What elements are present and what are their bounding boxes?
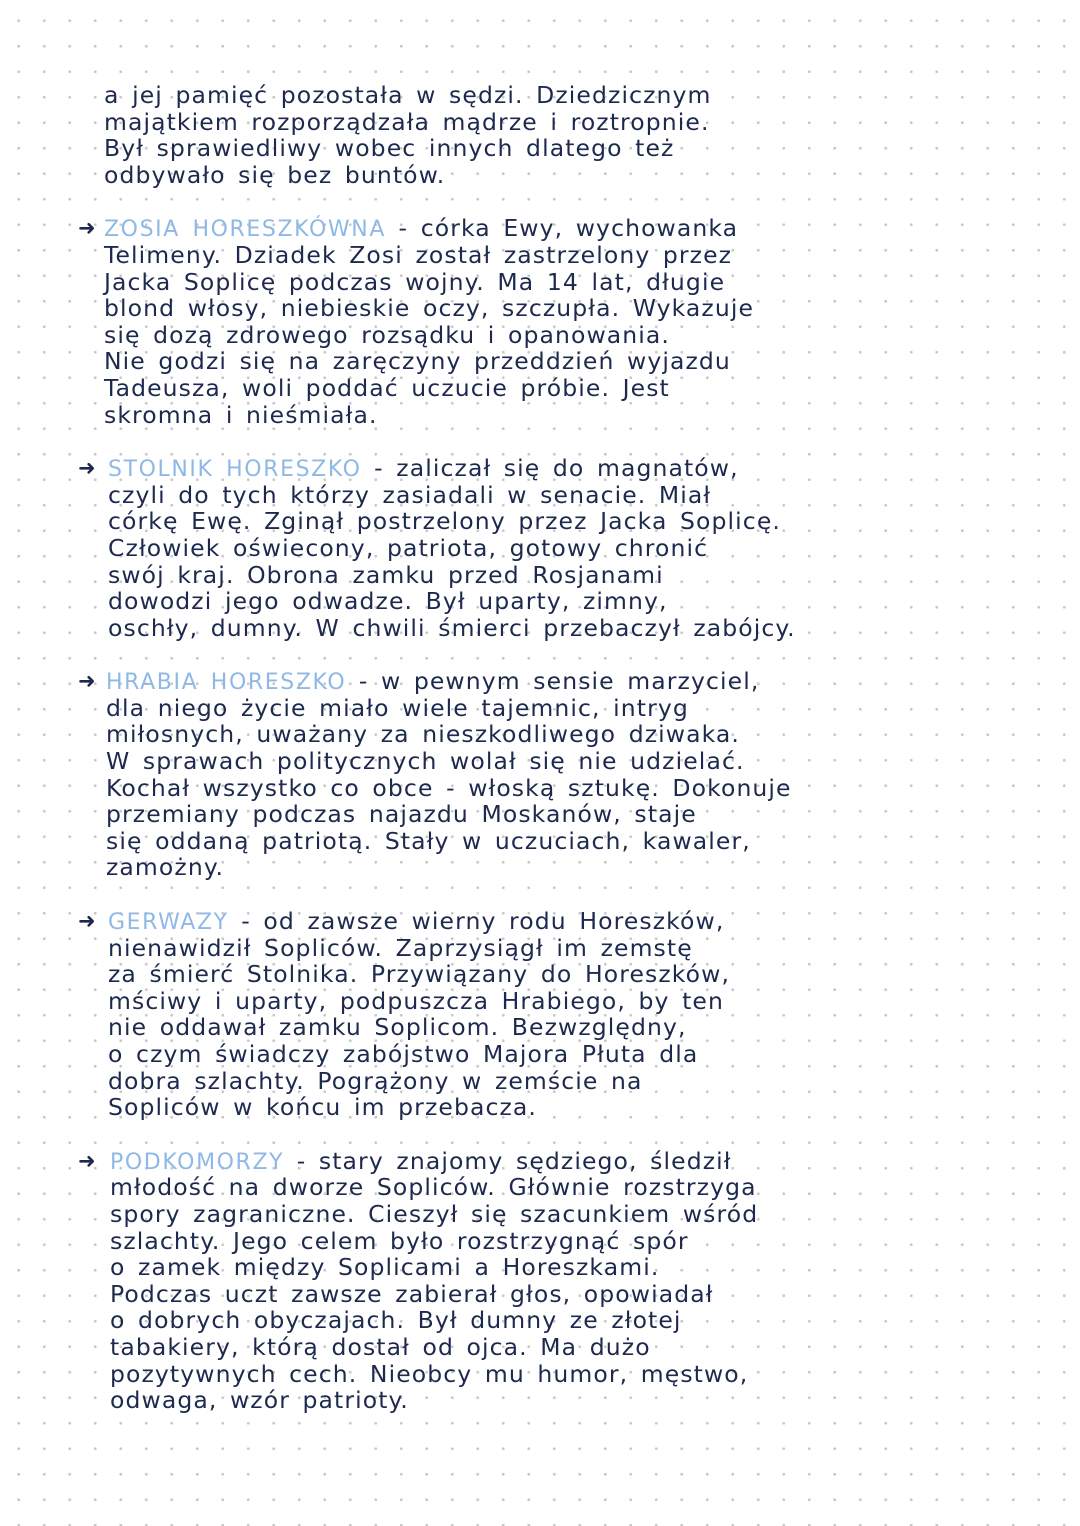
arrow-icon: ➜ xyxy=(78,456,96,481)
text-line: za śmierć Stolnika. Przywiązany do Horeszków, xyxy=(108,960,731,989)
text-line: swój kraj. Obrona zamku przed Rosjanami xyxy=(108,560,664,589)
section-first-line xyxy=(100,668,980,695)
character-section-stolnik xyxy=(78,454,980,642)
text-line: a jej pamięć pozostała w sędzi. Dziedzicznym xyxy=(104,81,712,109)
text-line: o zamek między Soplicami a Horeszkami. xyxy=(110,1253,660,1282)
heading-description: - stary znajomy sędziego, śledził xyxy=(296,1146,732,1175)
section-first-line xyxy=(100,908,980,935)
character-section-gerwazy xyxy=(78,907,980,1122)
character-section-zosia xyxy=(78,214,980,429)
text-line: mściwy i uparty, podpuszcza Hrabiego, by ten xyxy=(108,986,724,1015)
arrow-icon: ➜ xyxy=(78,216,96,241)
text-line: się dozą zdrowego rozsądku i opanowania. xyxy=(104,320,670,349)
text-line: Nie godzi się na zaręczyny przeddzień wyjazdu xyxy=(104,347,731,376)
text-line: młodość na dworze Sopliców. Głównie rozstrzyga xyxy=(110,1173,757,1202)
character-section-hrabia xyxy=(78,667,980,882)
text-line: tabakiery, którą dostał od ojca. Ma dużo xyxy=(110,1332,651,1361)
character-heading: ZOSIA HORESZKÓWNA xyxy=(104,217,386,243)
text-line: Tadeusza, woli poddać uczucie próbie. Jest xyxy=(104,373,670,402)
text-line: Jacka Soplicę podczas wojny. Ma 14 lat, długie xyxy=(104,267,726,296)
text-line: odbywało się bez buntów. xyxy=(104,160,446,189)
character-heading: HRABIA HORESZKO xyxy=(106,670,347,696)
arrow-icon: ➜ xyxy=(78,669,96,694)
text-line: majątkiem rozporządzała mądrze i roztropnie. xyxy=(104,107,710,136)
character-section-podkomorzy xyxy=(78,1146,980,1415)
text-line: o dobrych obyczajach. Był dumny ze złotej xyxy=(110,1306,682,1335)
text-line: nienawidził Sopliców. Zaprzysiągł im zemstę xyxy=(108,933,693,962)
text-line: czyli do tych którzy zasiadali w senacie. Miał xyxy=(108,480,712,509)
text-line: Telimeny. Dziadek Zosi został zastrzelony przez xyxy=(104,240,733,269)
heading-description: - córka Ewy, wychowanka xyxy=(398,214,739,243)
section-first-line xyxy=(100,215,980,242)
text-line: odwaga, wzór patrioty. xyxy=(110,1386,409,1415)
text-line: przemiany podczas najazdu Moskanów, staje xyxy=(106,800,697,829)
heading-description: - w pewnym sensie marzyciel, xyxy=(358,667,760,696)
notebook-page xyxy=(78,81,980,1441)
text-line: o czym świadczy zabójstwo Majora Płuta dla xyxy=(108,1040,699,1068)
text-line: się oddaną patriotą. Stały w uczuciach, kawaler, xyxy=(106,826,751,855)
text-line: skromna i nieśmiała. xyxy=(104,400,378,429)
text-line: dowodzi jego odwadze. Był uparty, zimny, xyxy=(108,587,668,616)
text-line: pozytywnych cech. Nieobcy mu humor, męstwo, xyxy=(110,1359,749,1388)
character-heading: GERWAZY xyxy=(108,910,229,936)
text-line: Był sprawiedliwy wobec innych dlatego też xyxy=(104,134,675,163)
intro-paragraph xyxy=(100,82,980,188)
heading-description: - zaliczał się do magnatów, xyxy=(374,454,739,483)
text-line: oschły, dumny. W chwili śmierci przebaczył zabójcy. xyxy=(108,613,796,642)
text-line: W sprawach politycznych wolał się nie udzielać. xyxy=(106,747,745,776)
text-line: miłosnych, uważany za nieszkodliwego dziwaka. xyxy=(106,720,740,749)
character-heading: STOLNIK HORESZKO xyxy=(108,457,362,483)
text-line: Człowiek oświecony, patriota, gotowy chronić xyxy=(108,533,709,562)
heading-description: - od zawsze wierny rodu Horeszków, xyxy=(241,907,725,936)
arrow-icon: ➜ xyxy=(78,909,96,934)
text-line: szlachty. Jego celem było rozstrzygnąć spór xyxy=(110,1226,689,1255)
text-line: spory zagraniczne. Cieszył się szacunkiem wśród xyxy=(110,1199,759,1228)
text-line: Podczas uczt zawsze zabierał głos, opowiadał xyxy=(110,1279,714,1308)
arrow-icon: ➜ xyxy=(78,1148,96,1173)
section-first-line xyxy=(100,455,980,482)
text-line: Kochał wszystko co obce - włoską sztukę. Dokonuje xyxy=(106,773,792,802)
character-heading: PODKOMORZY xyxy=(110,1149,285,1175)
text-line: zamożny. xyxy=(106,853,225,882)
text-line: nie oddawał zamku Soplicom. Bezwzględny, xyxy=(108,1013,687,1042)
text-line: dla niego życie miało wiele tajemnic, intryg xyxy=(106,693,689,722)
text-line: Sopliców w końcu im przebacza. xyxy=(108,1093,537,1122)
text-line: blond włosy, niebieskie oczy, szczupła. Wykazuje xyxy=(104,294,755,323)
section-first-line xyxy=(100,1148,980,1175)
text-line: dobra szlachty. Pogrążony w zemście na xyxy=(108,1066,643,1095)
text-line: córkę Ewę. Zginął postrzelony przez Jacka Soplicę. xyxy=(108,507,781,536)
